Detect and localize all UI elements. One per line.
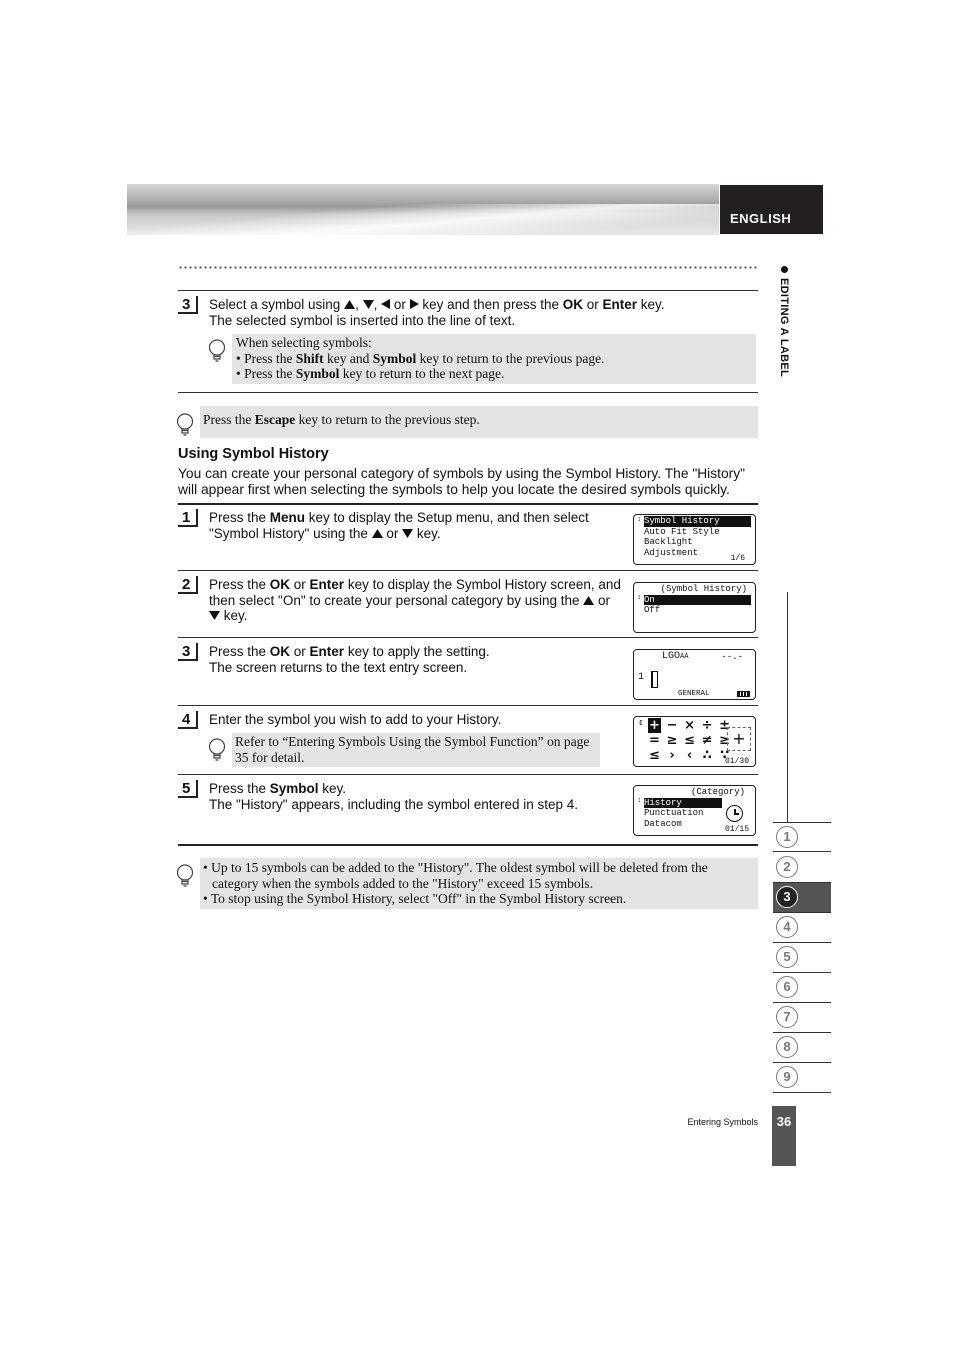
key-escape: Escape	[254, 412, 296, 427]
steps-bottom-rule	[178, 844, 758, 846]
chapter-number: 4	[776, 916, 798, 938]
key-menu: Menu	[269, 510, 306, 525]
lcd-scroll-arrows: ↕	[637, 594, 642, 602]
lcd-symbol-grid	[633, 716, 756, 767]
step-text	[209, 781, 623, 812]
up-arrow-icon	[372, 529, 383, 538]
tip-bullet	[236, 366, 752, 382]
lcd-symbol: ≠	[701, 733, 713, 748]
section-bullet	[781, 266, 788, 273]
left-arrow-icon	[381, 299, 390, 309]
lcd-scroll-arrows: ↕	[638, 719, 644, 727]
up-arrow-icon	[583, 596, 594, 605]
chapter-tab-8[interactable]	[773, 1033, 831, 1063]
text: Press the	[209, 510, 270, 525]
tip-bulb-icon	[176, 413, 194, 437]
lcd-symbol: −	[666, 718, 678, 733]
chapter-rail	[787, 592, 788, 822]
text: Press the	[203, 412, 255, 427]
chapter-number: 7	[776, 1006, 798, 1028]
key-enter: Enter	[309, 644, 345, 659]
lcd-top-left	[662, 652, 688, 663]
tip-title: When selecting symbols:	[236, 335, 372, 350]
right-arrow-icon	[410, 299, 419, 309]
step-divider	[178, 290, 758, 291]
text: Select a symbol using	[209, 297, 345, 312]
lcd-line: Datacom	[644, 818, 682, 829]
lcd-cursor	[651, 671, 658, 688]
lcd-title: (Symbol History)	[660, 584, 747, 594]
chapter-tab-3[interactable]	[773, 883, 831, 913]
lcd-symbol: ≥	[666, 733, 678, 748]
dotted-divider	[178, 266, 758, 269]
chapter-number: 1	[776, 826, 798, 848]
down-arrow-icon	[363, 300, 374, 309]
tip-bulb-icon	[208, 339, 226, 363]
text: Press the	[209, 781, 270, 796]
text: key.	[637, 297, 665, 312]
text: key to display the Symbol History screen, and then select "On" to create your personal category by using the	[209, 577, 621, 608]
history-tip-box	[200, 858, 758, 909]
lcd-line-selected: History	[644, 798, 722, 809]
chapter-number: 6	[776, 976, 798, 998]
chapter-tab-7[interactable]	[773, 1003, 831, 1033]
language-tab: ENGLISH	[720, 185, 823, 234]
up-arrow-icon	[344, 300, 355, 309]
text: or	[290, 577, 310, 592]
text: key and then press the	[418, 297, 563, 312]
key-ok: OK	[269, 577, 291, 592]
text: ,	[355, 297, 363, 312]
section-intro: You can create your personal category of symbols by using the Symbol History. The "History" will appear first when selecting the symbols to help you locate the desired symbols quickly.	[178, 466, 746, 497]
lcd-symbol: ‹	[686, 748, 693, 763]
text: or	[382, 525, 403, 541]
key-symbol: Symbol	[372, 350, 417, 366]
lcd-symbol: ≤	[649, 748, 660, 763]
lcd-counter: 01/15	[724, 824, 749, 834]
chapter-tab-6[interactable]	[773, 973, 831, 1003]
text: Press the	[209, 577, 270, 592]
header-swoosh	[127, 204, 719, 235]
step-number: 3	[178, 643, 198, 661]
lcd-symbol-history	[633, 582, 756, 633]
lcd-symbol: ÷	[701, 718, 713, 733]
lcd-category	[633, 785, 756, 836]
escape-tip-box	[200, 406, 758, 438]
lcd-top-right: --.-	[721, 652, 743, 662]
lcd-scroll-arrows: ↕	[637, 797, 642, 805]
key-symbol: Symbol	[295, 366, 340, 381]
lcd-symbol: ×	[684, 718, 696, 733]
chapter-tab-4[interactable]	[773, 913, 831, 943]
page-number: 36	[772, 1106, 796, 1166]
text: or	[290, 644, 310, 659]
chapter-number: 9	[776, 1066, 798, 1088]
step-text	[209, 297, 754, 328]
section-heading: Using Symbol History	[178, 446, 329, 462]
step-number: 2	[178, 576, 198, 594]
step-divider	[178, 637, 758, 638]
step-divider	[178, 392, 758, 393]
key-ok: OK	[562, 297, 583, 312]
lcd-line: Off	[644, 605, 661, 615]
text: • Press the	[236, 366, 296, 381]
step-text	[209, 577, 623, 624]
lcd-symbol: ≤	[684, 733, 696, 748]
tip-bullet: • To stop using the Symbol History, select "Off" in the Symbol History screen.	[203, 891, 627, 906]
tip-box	[232, 334, 756, 384]
text: key to display the Setup menu, and then select "Symbol History" using the	[209, 510, 589, 541]
tip-bullet: • Up to 15 symbols can be added to the "History". The oldest symbol will be deleted from the	[203, 860, 708, 875]
text: ,	[373, 297, 382, 312]
text: Press the	[209, 644, 270, 659]
clock-icon	[726, 805, 743, 822]
text: key.	[413, 525, 441, 541]
lcd-symbol: =	[649, 733, 660, 748]
lcd-symbol: ≥	[719, 733, 731, 748]
tip-box: Refer to “Entering Symbols Using the Symbol Function” on page 35 for detail.	[232, 733, 600, 767]
lcd-line-selected: Symbol History	[644, 516, 751, 527]
text: The screen returns to the text entry screen.	[209, 659, 468, 675]
chapter-tab-9[interactable]	[773, 1063, 831, 1093]
tip-bulb-icon	[208, 738, 226, 762]
lcd-line-selected: On	[644, 595, 751, 606]
lcd-symbol-preview: +	[727, 727, 751, 751]
lcd-scroll-arrows: ↕	[637, 516, 642, 524]
lcd-symbol: ∵	[720, 748, 730, 763]
battery-icon	[737, 691, 750, 697]
lcd-bottom-label: GENERAL	[678, 689, 710, 698]
lcd-symbol-selected: +	[649, 718, 660, 733]
text: key.	[220, 608, 248, 623]
step-divider	[178, 570, 758, 571]
side-section-text: EDITING A LABEL	[778, 278, 790, 378]
lcd-title: (Category)	[690, 787, 745, 797]
text: AA	[680, 653, 689, 661]
steps-top-rule	[178, 503, 758, 505]
text: key to return to the previous step.	[295, 412, 480, 427]
tip-bullet	[236, 351, 752, 367]
chapter-tab-1[interactable]	[773, 822, 831, 852]
text: or	[594, 592, 611, 608]
text: key to return to the previous page.	[416, 350, 605, 366]
chapter-number: 2	[776, 856, 798, 878]
chapter-number: 5	[776, 946, 798, 968]
text: or	[390, 297, 410, 312]
step-divider	[178, 774, 758, 775]
lcd-line: Backlight	[644, 537, 693, 547]
key-enter: Enter	[602, 297, 637, 312]
text: LGO	[662, 651, 681, 662]
text: The selected symbol is inserted into the line of text.	[209, 312, 516, 328]
text: The "History" appears, including the symbol entered in step 4.	[209, 796, 579, 812]
key-enter: Enter	[309, 577, 345, 592]
step-text	[209, 644, 623, 675]
chapter-tab-5[interactable]	[773, 943, 831, 973]
lcd-counter: 01/30	[724, 757, 749, 766]
key-symbol: Symbol	[269, 781, 319, 796]
text: or	[582, 297, 603, 312]
step-number: 1	[178, 509, 198, 527]
step-number: 3	[178, 296, 198, 314]
lcd-line: Punctuation	[644, 808, 704, 818]
footer-section-label: Entering Symbols	[687, 1117, 758, 1127]
tip-bullet-cont: category when the symbols added to the "History" exceed 15 symbols.	[212, 875, 594, 891]
text: key to apply the setting.	[344, 644, 490, 659]
chapter-number: 3	[776, 886, 798, 908]
lcd-line: Auto Fit Style	[644, 526, 720, 537]
lcd-counter: 1/6	[730, 553, 745, 563]
down-arrow-icon	[402, 529, 413, 538]
step-divider	[178, 705, 758, 706]
text: key.	[318, 781, 347, 796]
key-ok: OK	[269, 644, 291, 659]
lcd-cursor-line: 1	[638, 672, 645, 683]
text: • Press the	[236, 350, 296, 366]
text: key and	[323, 350, 373, 366]
step-text: Enter the symbol you wish to add to your History.	[209, 712, 502, 727]
chapter-tab-2[interactable]	[773, 853, 831, 883]
step-text	[209, 510, 621, 541]
lcd-symbol: ›	[669, 748, 675, 763]
key-shift: Shift	[295, 350, 324, 366]
lcd-text-entry	[633, 649, 756, 700]
lcd-symbol: ±	[719, 718, 731, 733]
tip-bulb-icon	[176, 864, 194, 888]
chapter-number: 8	[776, 1036, 798, 1058]
lcd-setup-menu	[633, 514, 756, 565]
side-section-label	[776, 278, 792, 418]
step-number: 4	[178, 711, 198, 729]
down-arrow-icon	[209, 611, 220, 620]
step-number: 5	[178, 780, 198, 798]
lcd-symbol: ∴	[702, 748, 712, 763]
lcd-line: Adjustment	[644, 547, 699, 558]
text: key to return to the next page.	[339, 366, 505, 381]
